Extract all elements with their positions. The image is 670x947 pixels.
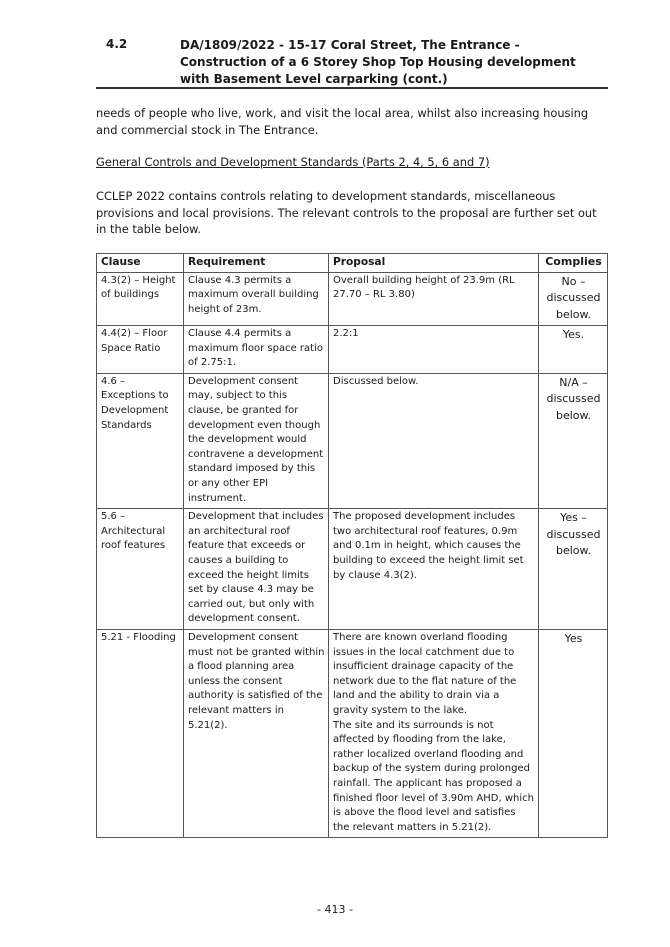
proposal-text-continued: The site and its surrounds is not affected by flooding from the lake, rather localized overland flooding and backup of the system during prolonged rainfall. The applicant has proposed a finished floor level of 3.90m AHD, which is above the flood level and satisfies the relevant matters in 5.21(2). bbox=[333, 719, 534, 833]
section-number: 4.2 bbox=[106, 37, 128, 51]
section-title: DA/1809/2022 - 15-17 Coral Street, The Entrance - Construction of a 6 Storey Shop Top Housing development with Basement Level carparking (cont.) bbox=[180, 38, 576, 86]
cell-proposal: Discussed below. bbox=[329, 373, 539, 508]
body-paragraph: CCLEP 2022 contains controls relating to development standards, miscellaneous provisions and local provisions. The relevant controls to the proposal are further set out in the table below. bbox=[96, 189, 597, 236]
header-requirement: Requirement bbox=[184, 254, 329, 273]
table-row bbox=[97, 272, 608, 326]
intro-paragraph: needs of people who live, work, and visit the local area, whilst also increasing housing and commercial stock in The Entrance. bbox=[96, 106, 589, 137]
header-complies: Complies bbox=[539, 254, 608, 273]
table-row bbox=[97, 326, 608, 374]
cell-complies: Yes. bbox=[539, 326, 608, 374]
page-number: - 413 - bbox=[317, 903, 353, 916]
cell-clause: 5.21 - Flooding bbox=[97, 629, 184, 837]
header-clause: Clause bbox=[97, 254, 184, 273]
table-row bbox=[97, 629, 608, 837]
cell-complies: No – discussed below. bbox=[539, 272, 608, 326]
cell-proposal: The proposed development includes two architectural roof features, 0.9m and 0.1m in height, which causes the building to exceed the height limit set by clause 4.3(2). bbox=[329, 509, 539, 630]
cell-proposal: 2.2:1 bbox=[329, 326, 539, 374]
cell-complies: Yes bbox=[539, 629, 608, 837]
cell-complies: Yes – discussed below. bbox=[539, 509, 608, 630]
cell-requirement: Development consent may, subject to this clause, be granted for development even though the development would contravene a development standard imposed by this or any other EPI instrument. bbox=[184, 373, 329, 508]
table-header-row bbox=[97, 254, 608, 273]
header-proposal: Proposal bbox=[329, 254, 539, 273]
cell-complies: N/A – discussed below. bbox=[539, 373, 608, 508]
cell-requirement: Development consent must not be granted within a flood planning area unless the consent authority is satisfied of the relevant matters in 5.21(2). bbox=[184, 629, 329, 837]
header-divider bbox=[96, 87, 608, 89]
cell-clause: 4.6 – Exceptions to Development Standards bbox=[97, 373, 184, 508]
cell-proposal: Overall building height of 23.9m (RL 27.70 – RL 3.80) bbox=[329, 272, 539, 326]
section-heading: General Controls and Development Standards (Parts 2, 4, 5, 6 and 7) bbox=[96, 155, 490, 169]
table-row bbox=[97, 373, 608, 508]
cell-requirement: Clause 4.3 permits a maximum overall building height of 23m. bbox=[184, 272, 329, 326]
table-row bbox=[97, 509, 608, 630]
cell-clause: 5.6 – Architectural roof features bbox=[97, 509, 184, 630]
controls-table bbox=[96, 253, 608, 838]
cell-clause: 4.3(2) – Height of buildings bbox=[97, 272, 184, 326]
cell-clause: 4.4(2) – Floor Space Ratio bbox=[97, 326, 184, 374]
cell-proposal bbox=[329, 629, 539, 837]
proposal-text: There are known overland flooding issues in the local catchment due to insufficient drainage capacity of the network due to the flat nature of the land and the ability to drain via a gravity system to the lake. bbox=[333, 631, 517, 716]
cell-requirement: Clause 4.4 permits a maximum floor space ratio of 2.75:1. bbox=[184, 326, 329, 374]
cell-requirement: Development that includes an architectural roof feature that exceeds or causes a building to exceed the height limits set by clause 4.3 may be carried out, but only with development consent. bbox=[184, 509, 329, 630]
